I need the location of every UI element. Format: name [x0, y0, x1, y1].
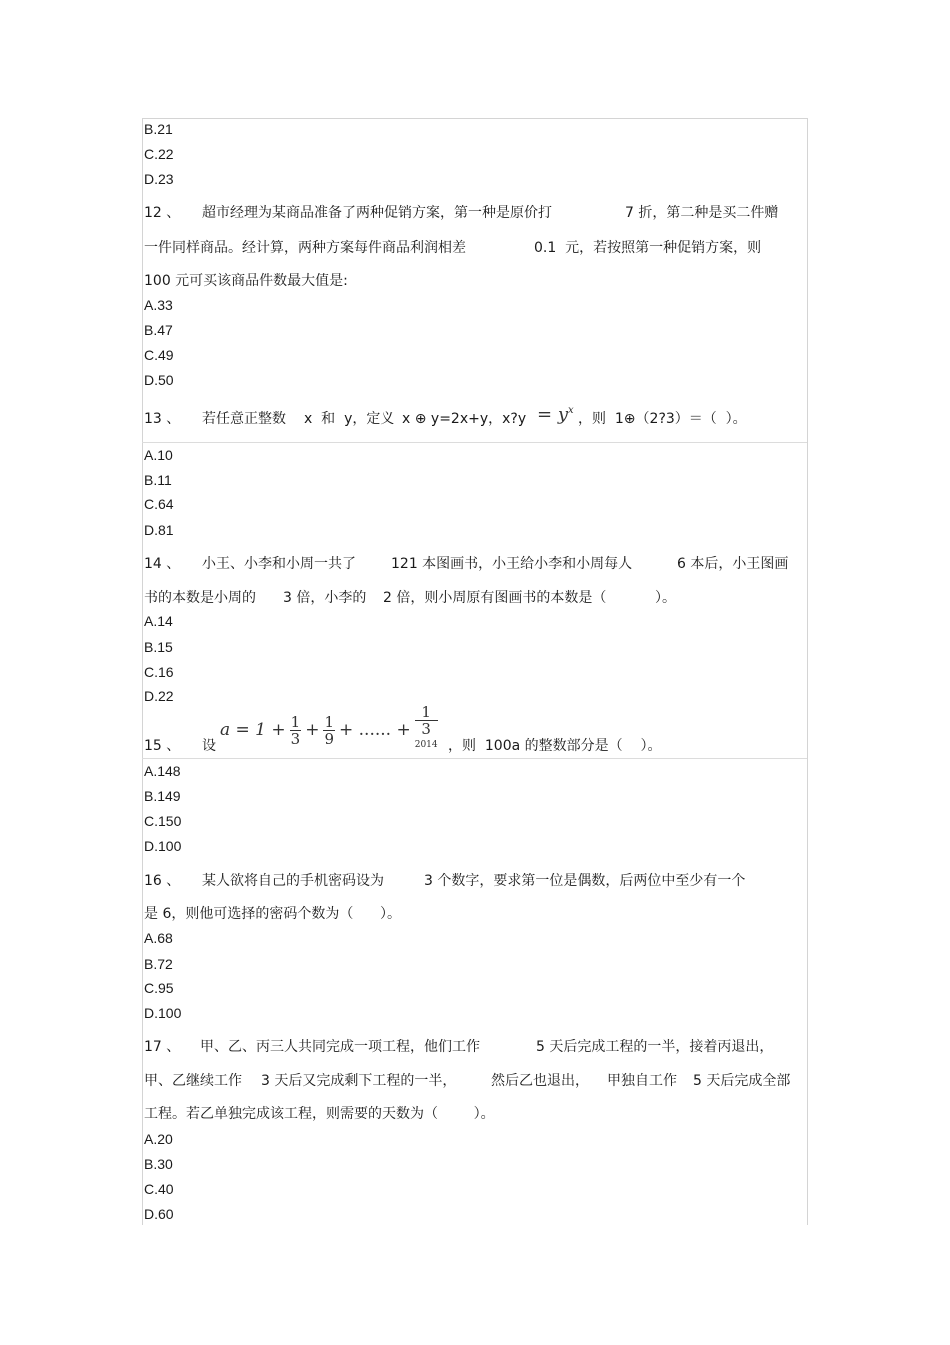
fraction-one-third — [290, 714, 302, 747]
option-c: C.16 — [144, 664, 174, 680]
question-text: x 和 y，定义 — [304, 411, 395, 427]
question-text: 设 — [202, 738, 216, 754]
denominator-exponent: 2014 — [414, 740, 438, 750]
option-a: A.148 — [144, 763, 181, 779]
formula-base: y — [557, 404, 568, 425]
question-text: 6 本后，小王图画 — [677, 556, 789, 572]
option-c: C.40 — [144, 1181, 174, 1197]
formula-eq: = — [537, 404, 553, 425]
option-d: D.22 — [144, 688, 174, 704]
option-b: B.21 — [144, 121, 173, 137]
option-a: A.20 — [144, 1131, 173, 1147]
question-text: 5 天后完成全部 — [693, 1073, 791, 1089]
ellipsis-term: + ...... + — [339, 720, 411, 740]
question-text: 2 倍，则小周原有图画书的本数是（ — [383, 590, 607, 606]
formula-series — [220, 703, 438, 751]
question-number: 13 、 — [144, 411, 181, 427]
fraction-one-ninth — [323, 714, 335, 747]
question-text: x ⊕ y=2x+y，x?y — [402, 411, 527, 427]
option-c: C.64 — [144, 496, 174, 512]
question-text: ）。 — [655, 590, 676, 606]
denominator: 3 — [290, 729, 301, 748]
question-text: ，则 100a 的整数部分是（ ）。 — [448, 738, 662, 754]
question-text: 某人欲将自己的手机密码设为 — [202, 873, 384, 889]
divider — [142, 758, 807, 759]
divider — [142, 442, 807, 443]
option-b: B.149 — [144, 788, 181, 804]
question-text: 然后乙也退出， — [491, 1073, 589, 1089]
option-b: B.47 — [144, 322, 173, 338]
question-number: 14 、 — [144, 556, 181, 572]
question-number: 16 、 — [144, 873, 181, 889]
formula-lhs: a = 1 + — [220, 720, 286, 740]
option-c: C.150 — [144, 813, 182, 829]
fraction-last-term — [415, 704, 438, 756]
question-text: 100 元可买该商品件数最大值是: — [144, 273, 348, 289]
numerator: 1 — [324, 712, 334, 731]
question-text: 7 折，第二种是买二件赠 — [625, 205, 779, 221]
option-a: A.68 — [144, 930, 173, 946]
question-text: 甲、乙、丙三人共同完成一项工程，他们工作 — [200, 1039, 480, 1055]
option-d: D.23 — [144, 171, 174, 187]
option-d: D.60 — [144, 1206, 174, 1222]
option-a: A.33 — [144, 297, 173, 313]
question-text: ，则 1⊕（2?3）＝（ ）。 — [578, 411, 747, 427]
question-text: 121 本图画书，小王给小李和小周每人 — [391, 556, 633, 572]
question-number: 17 、 — [144, 1039, 181, 1055]
option-d: D.100 — [144, 1005, 182, 1021]
question-text: 是 6，则他可选择的密码个数为（ ）。 — [144, 906, 402, 922]
plus-sign: + — [305, 720, 320, 740]
question-text: 3 个数字，要求第一位是偶数，后两位中至少有一个 — [424, 873, 746, 889]
question-text: 3 倍，小李的 — [283, 590, 367, 606]
option-d: D.50 — [144, 372, 174, 388]
option-b: B.30 — [144, 1156, 173, 1172]
option-b: B.11 — [144, 472, 172, 488]
question-text: 若任意正整数 — [202, 411, 286, 427]
question-number: 15 、 — [144, 738, 181, 754]
formula-exponent: x — [568, 405, 574, 416]
option-a: A.10 — [144, 447, 173, 463]
question-number: 12 、 — [144, 205, 181, 221]
question-text: 5 天后完成工程的一半，接着丙退出， — [536, 1039, 774, 1055]
question-text: 一件同样商品。经计算，两种方案每件商品利润相差 — [144, 240, 466, 256]
question-text: 书的本数是小周的 — [144, 590, 256, 606]
question-text: 超市经理为某商品准备了两种促销方案，第一种是原价打 — [202, 205, 552, 221]
option-d: D.81 — [144, 522, 174, 538]
question-text: 0.1 元，若按照第一种促销方案，则 — [534, 240, 762, 256]
question-text: 3 天后又完成剩下工程的一半， — [261, 1073, 457, 1089]
denominator: 9 — [324, 729, 334, 748]
formula-power — [537, 404, 574, 425]
question-text: 小王、小李和小周一共了 — [202, 556, 356, 572]
numerator: 1 — [415, 704, 438, 721]
denominator — [415, 721, 438, 756]
option-b: B.15 — [144, 639, 173, 655]
option-a: A.14 — [144, 613, 173, 629]
denominator-base: 3 — [421, 720, 431, 738]
option-c: C.22 — [144, 146, 174, 162]
question-text: 工程。若乙单独完成该工程，则需要的天数为（ ）。 — [144, 1106, 495, 1122]
question-text: 甲独自工作 — [607, 1073, 677, 1089]
option-d: D.100 — [144, 838, 182, 854]
option-c: C.49 — [144, 347, 174, 363]
question-text: 甲、乙继续工作 — [144, 1073, 242, 1089]
numerator: 1 — [290, 712, 301, 731]
option-c: C.95 — [144, 980, 174, 996]
option-b: B.72 — [144, 956, 173, 972]
